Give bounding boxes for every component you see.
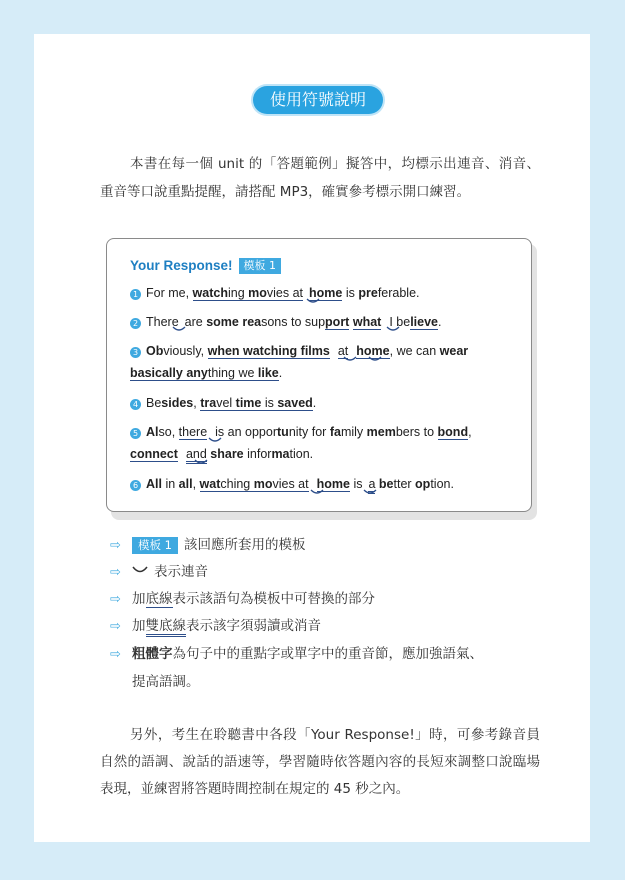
liaison-mark [195, 460, 207, 463]
legend-item-bold [110, 643, 483, 666]
bold-text: op [415, 477, 431, 491]
liaison-icon [132, 565, 148, 575]
text: tion. [430, 477, 454, 491]
bold-text: mo [248, 286, 267, 300]
underlined-text: there [178, 425, 208, 439]
text: is [349, 477, 363, 491]
text: so, [158, 425, 179, 439]
text: are [184, 315, 207, 329]
legend-item-liaison [110, 561, 208, 584]
text: is [342, 286, 359, 300]
text: . [438, 315, 442, 329]
text: ferable. [377, 286, 420, 300]
text: is [261, 396, 278, 410]
text: infor [243, 447, 272, 461]
bold-text: like [257, 366, 279, 380]
bold-text: tu [277, 425, 289, 439]
text: tion. [289, 447, 314, 461]
text: There [146, 315, 179, 329]
legend-item-template [110, 534, 305, 557]
arrow-icon: ⇨ [110, 619, 121, 634]
page-title: 使用符號說明 [253, 86, 383, 114]
text: mily [340, 425, 367, 439]
text: , [193, 396, 201, 410]
text: vel [216, 396, 236, 410]
response-heading-text: Your Response! [130, 258, 233, 273]
arrow-icon: ⇨ [110, 647, 121, 662]
legend-text: 表示連音 [154, 564, 208, 580]
liaison-mark [387, 327, 399, 330]
arrow-icon: ⇨ [110, 592, 121, 607]
bold-text: be [378, 477, 394, 491]
bold-text: time [235, 396, 262, 410]
bold-text: All [146, 477, 162, 491]
text: Be [146, 396, 162, 410]
arrow-icon: ⇨ [110, 565, 121, 580]
text: ing [227, 286, 249, 300]
double-underline-sample: 雙底線 [146, 618, 187, 637]
text: . [312, 396, 317, 410]
bold-underlined-text: port [325, 315, 350, 329]
bold-underlined-text: lieve [410, 315, 438, 329]
sentence-number-3: 3 [130, 347, 141, 358]
bold-text: tra [200, 396, 217, 410]
bold-underlined-text: connect [130, 447, 178, 461]
template-tag: 模板 1 [132, 537, 178, 554]
bold-text: some rea [206, 315, 262, 329]
text: viously, [163, 344, 208, 358]
bold-underlined-text: bond [437, 425, 469, 439]
bold-underlined-text: when watching films [207, 344, 330, 358]
double-underlined-text: a [368, 477, 375, 494]
double-underlined-text: and [186, 447, 207, 464]
liaison-mark [369, 357, 381, 360]
text: bers to [395, 425, 438, 439]
legend-item-underline [110, 588, 375, 611]
liaison-mark [173, 327, 185, 330]
bold-underlined-text: home [309, 286, 343, 300]
bold-text: any [186, 366, 208, 380]
bold-text: saved [277, 396, 313, 410]
underlined-text: at [337, 344, 349, 358]
template-tag: 模板 1 [239, 258, 282, 274]
bold-text: share [210, 447, 244, 461]
sentence-number-1: 1 [130, 289, 141, 300]
liaison-mark [344, 357, 356, 360]
text: , [192, 477, 200, 491]
text: tter [393, 477, 416, 491]
liaison-mark [209, 438, 221, 441]
text: vies at [272, 477, 309, 491]
bold-text: pre [358, 286, 378, 300]
text: thing we [207, 366, 258, 380]
bold-underlined-text: home [356, 344, 390, 358]
sentence-number-5: 5 [130, 428, 141, 439]
legend-text: 表示該語句為模板中可替換的部分 [172, 591, 375, 607]
legend-text: 加 [132, 618, 146, 634]
legend-item-double-underline [110, 615, 321, 638]
legend-text: 提高語調。 [132, 674, 200, 690]
text: . [278, 366, 283, 380]
text: , we can [389, 344, 440, 358]
bold-text: fa [329, 425, 341, 439]
bold-text: mem [366, 425, 396, 439]
liaison-mark [307, 299, 319, 302]
bold-text: basically [130, 366, 183, 380]
liaison-mark [364, 490, 376, 493]
legend-text: 為句子中的重點字或單字中的重音節，應加強語氣、 [172, 646, 483, 662]
intro-paragraph: 本書在每一個 unit 的「答題範例」擬答中，均標示出連音、消音、重音等口說重點提醒，請搭配 MP3，確實參考標示開口練習。 [100, 156, 540, 200]
sentence-number-2: 2 [130, 318, 141, 329]
text: , [468, 425, 472, 439]
bold-text: wear [439, 344, 469, 358]
bold-text: mo [253, 477, 273, 491]
text: vies at [266, 286, 304, 300]
text: ching [220, 477, 254, 491]
text: nity for [288, 425, 330, 439]
legend-text: 表示該字須弱讀或消音 [186, 618, 321, 634]
bold-sample: 粗體字 [132, 646, 173, 662]
bold-text: watch [192, 286, 228, 300]
legend-text: 該回應所套用的模板 [183, 537, 306, 553]
bold-text: sides [161, 396, 194, 410]
text: I be [389, 315, 411, 329]
outro-paragraph: 另外，考生在聆聽書中各段「Your Response!」時，可參考錄音員自然的語調、說話的語速等，學習隨時依答題內容的長短來調整口說臨場表現，並練習將答題時間控制在規定的 45 秒之內。 [100, 727, 540, 797]
liaison-mark [311, 490, 323, 493]
text: is an oppor [215, 425, 278, 439]
bold-text: all [178, 477, 193, 491]
underline-sample: 底線 [145, 591, 173, 607]
bold-text: Ob [146, 344, 164, 358]
arrow-icon: ⇨ [110, 538, 121, 553]
legend-text: 加 [132, 591, 146, 607]
text: For me, [146, 286, 193, 300]
bold-underlined-text: what [352, 315, 382, 329]
text: sons to sup [261, 315, 326, 329]
bold-text: wat [199, 477, 221, 491]
legend-item-bold-continued [132, 671, 200, 693]
sentence-number-4: 4 [130, 399, 141, 410]
bold-underlined-text: home [316, 477, 350, 491]
bold-text: Al [146, 425, 159, 439]
bold-text: ma [271, 447, 290, 461]
text: in [161, 477, 179, 491]
sentence-number-6: 6 [130, 480, 141, 491]
